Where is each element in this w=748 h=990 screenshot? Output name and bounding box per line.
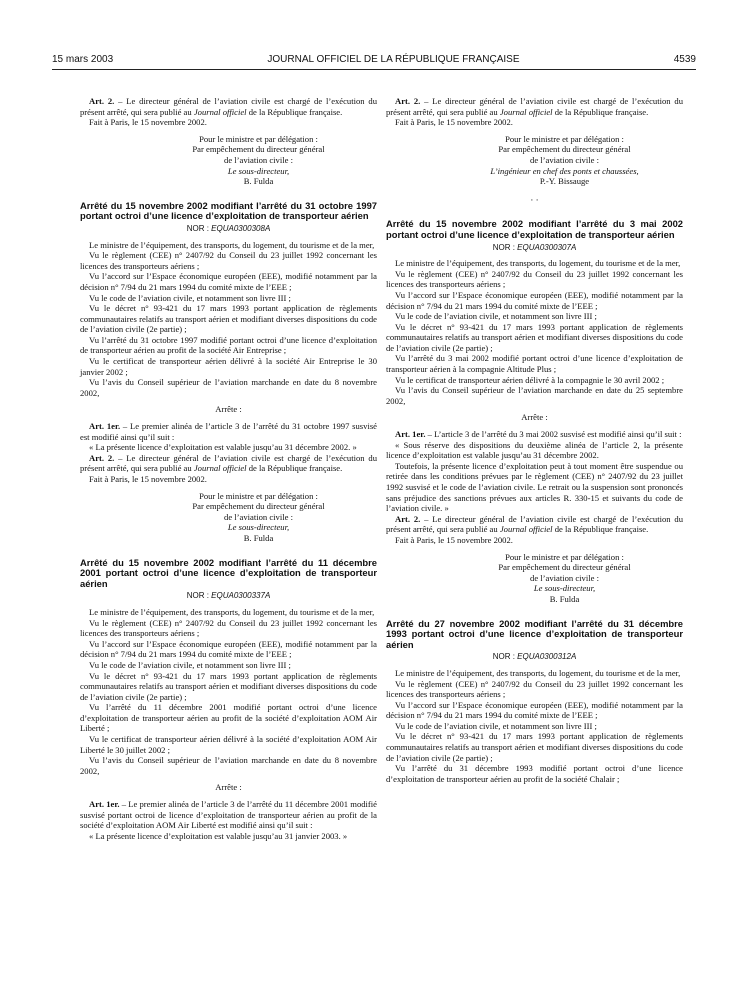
visa-line: Vu le certificat de transporteur aérien délivré à la compagnie le 30 avril 2002 ;	[395, 374, 665, 385]
visa-line: Vu le code de l’aviation civile, et notamment son livre III ;	[395, 720, 597, 731]
page-header	[52, 53, 696, 67]
arrete-heading: Arrête :	[521, 412, 548, 423]
arrete-heading: Arrête :	[215, 404, 242, 415]
article-1-paragraph: Art. 1er. – Le premier alinéa de l’article 3 de l’arrêté du 31 octobre 1997 susvisé est modifié ainsi qu’il suit :	[80, 421, 377, 442]
visa-line: Vu l’accord sur l’Espace économique européen (EEE), modifié notamment par la décision n° 7/94 du 21 mars 1994 du comité mixte de l’EEE ;	[80, 271, 377, 292]
fait-a-paris: Fait à Paris, le 15 novembre 2002.	[395, 534, 513, 545]
visa-line: Vu l’accord sur l’Espace économique européen (EEE), modifié notamment par la décision n° 7/94 du 21 mars 1994 du comité mixte de l’EEE ;	[386, 699, 683, 721]
decree-title: Arrêté du 27 novembre 2002 modifiant l’arrêté du 31 décembre 1993 portant octroi d’une licence d’exploitation de transporteur aérien	[386, 617, 683, 650]
header-date: 15 mars 2003	[52, 53, 114, 65]
article-2-paragraph: Art. 2. – Le directeur général de l’aviation civile est chargé de l’exécution du présent arrêté, qui sera publié au Journal officiel de la République française.	[80, 96, 378, 117]
header-divider	[52, 69, 696, 70]
quote-paragraph: Toutefois, la présente licence d’exploitation peut à tout moment être suspendue ou retirée dans les conditions prévues par le règlement (CEE) n° 2407/92 du 23 juillet 1992 susvisé et le code de l’aviation civile. Le retrait ou la suspension sont prononcés sans préjudice des sanctions prévues aux articles R. 330-15 et suivants du code de l’aviation civile. »	[386, 460, 683, 514]
visa-line: Vu le certificat de transporteur aérien délivré à la société d’exploitation AOM Air Liberté le 30 juillet 2002 ;	[80, 734, 377, 755]
visa-line: Vu l’avis du Conseil supérieur de l’aviation marchande en date du 25 septembre 2002,	[386, 385, 683, 406]
header-page-number: 4539	[673, 53, 696, 65]
visa-line: Vu le règlement (CEE) n° 2407/92 du Conseil du 23 juillet 1992 concernant les licences des transporteurs aériens ;	[386, 678, 683, 700]
nor-reference: NOR : EQUA0300312A	[492, 652, 577, 662]
nor-reference: NOR : EQUA0300308A	[186, 223, 271, 233]
visa-line: Vu le décret n° 93-421 du 17 mars 1993 portant application de règlements communautaires relatifs au transport aérien et modifiant diverses dispositions du code de l’aviation civile (2e partie) ;	[80, 670, 377, 702]
visa-line: Vu le décret n° 93-421 du 17 mars 1993 portant application de règlements communautaires relatifs au transport aérien et modifiant diverses dispositions du code de l’aviation civile (2e partie) ;	[80, 303, 377, 335]
right-column	[386, 96, 683, 784]
decree-title: Arrêté du 15 novembre 2002 modifiant l’arrêté du 11 décembre 2001 portant octroi d’une licence d’exploitation de transporteur aérien	[80, 556, 377, 589]
arrete-heading: Arrête :	[215, 782, 242, 793]
visa-line: Vu le certificat de transporteur aérien délivré à la société Air Entreprise le 30 janvier 2002 ;	[80, 356, 377, 377]
nor-reference: NOR : EQUA0300337A	[186, 591, 271, 601]
visa-line: Le ministre de l’équipement, des transports, du logement, du tourisme et de la mer,	[89, 239, 375, 250]
quote-paragraph: « Sous réserve des dispositions du deuxième alinéa de l’article 2, la présente licence d’exploitation est valable jusqu’au 31 décembre 2002.	[386, 439, 683, 461]
visa-line: Vu l’accord sur l’Espace économique européen (EEE), modifié notamment par la décision n° 7/94 du 21 mars 1994 du comité mixte de l’EEE ;	[80, 638, 377, 660]
visa-line: Le ministre de l’équipement, des transports, du logement, du tourisme et de la mer,	[395, 667, 681, 678]
visa-line: Vu l’arrêté du 31 octobre 1997 modifié portant octroi d’une licence d’exploitation de transporteur aérien au profit de la société Air Entreprise ;	[80, 334, 377, 356]
decree-title: Arrêté du 15 novembre 2002 modifiant l’arrêté du 31 octobre 1997 portant octroi d’une licence d’exploitation de transporteur aérien	[80, 199, 377, 222]
visa-line: Le ministre de l’équipement, des transports, du logement, du tourisme et de la mer,	[89, 606, 375, 617]
visa-line: Vu le règlement (CEE) n° 2407/92 du Conseil du 23 juillet 1992 concernant les licences des transporteurs aériens ;	[80, 250, 377, 271]
visa-line: Vu l’arrêté du 11 décembre 2001 modifié portant octroi d’une licence d’exploitation de transporteur aérien au profit de la société d’exploitation AOM Air Liberté ;	[80, 702, 377, 734]
fait-a-paris: Fait à Paris, le 15 novembre 2002.	[89, 117, 207, 128]
article-2-paragraph: Art. 2. – Le directeur général de l’aviation civile est chargé de l’exécution du présent arrêté, qui sera publié au Journal officiel de la République française.	[80, 452, 378, 474]
visa-line: Vu le règlement (CEE) n° 2407/92 du Conseil du 23 juillet 1992 concernant les licences des transporteurs aériens ;	[386, 268, 683, 290]
left-column	[80, 96, 377, 841]
visa-line: Vu le décret n° 93-421 du 17 mars 1993 portant application de règlements communautaires relatifs au transport aérien et modifiant diverses dispositions du code de l’aviation civile (2e partie) ;	[386, 731, 683, 763]
signature-block: Pour le ministre et par délégation : Par empêchement du directeur général de l’aviation civile : L’ingénieur en chef des ponts et chaussées, P.-Y. Bissauge	[490, 133, 639, 187]
visa-line: Vu le décret n° 93-421 du 17 mars 1993 portant application de règlements communautaires relatifs au transport aérien et modifiant diverses dispositions du code de l’aviation civile (2e partie) ;	[386, 321, 683, 353]
nor-reference: NOR : EQUA0300307A	[492, 242, 577, 252]
fait-a-paris: Fait à Paris, le 15 novembre 2002.	[395, 117, 513, 128]
signature-block: Pour le ministre et par délégation : Par empêchement du directeur général de l’aviation civile : Le sous-directeur, B. Fulda	[498, 551, 631, 604]
quote-paragraph: « La présente licence d’exploitation est valable jusqu’au 31 janvier 2003. »	[89, 830, 348, 841]
visa-line: Vu l’accord sur l’Espace économique européen (EEE), modifié notamment par la décision n° 7/94 du 21 mars 1994 du comité mixte de l’EEE ;	[386, 289, 683, 311]
visa-line: Vu l’avis du Conseil supérieur de l’aviation marchande en date du 8 novembre 2002,	[80, 377, 377, 398]
visa-line: Vu l’arrêté du 31 décembre 1993 modifié portant octroi d’une licence d’exploitation de transporteur aérien au profit de la société Chalair ;	[386, 763, 683, 784]
quote-paragraph: « La présente licence d’exploitation est valable jusqu’au 31 décembre 2002. »	[89, 442, 357, 453]
visa-line: Vu le règlement (CEE) n° 2407/92 du Conseil du 23 juillet 1992 concernant les licences des transporteurs aériens ;	[80, 617, 377, 639]
article-1-paragraph: Art. 1er. – Le premier alinéa de l’article 3 de l’arrêté du 11 décembre 2001 modifié susvisé portant octroi de licence d’exploitation de transporteur aérien au profit de la société d’exploitation AOM Air Liberté est modifié ainsi qu’il suit :	[80, 799, 377, 831]
visa-line: Le ministre de l’équipement, des transports, du logement, du tourisme et de la mer,	[395, 258, 681, 269]
visa-line: Vu le code de l’aviation civile, et notamment son livre III ;	[89, 659, 291, 670]
visa-line: Vu l’arrêté du 3 mai 2002 modifié portant octroi d’une licence d’exploitation de transporteur aérien à la compagnie Altitude Plus ;	[386, 353, 683, 375]
header-journal-title: JOURNAL OFFICIEL DE LA RÉPUBLIQUE FRANÇAISE	[267, 53, 520, 65]
visa-line: Vu l’avis du Conseil supérieur de l’aviation marchande en date du 8 novembre 2002,	[80, 755, 377, 776]
visa-line: Vu le code de l’aviation civile, et notamment son livre III ;	[89, 292, 291, 303]
signature-block: Pour le ministre et par délégation : Par empêchement du directeur général de l’aviation civile : Le sous-directeur, B. Fulda	[192, 490, 325, 543]
article-2-paragraph: Art. 2. – Le directeur général de l’aviation civile est chargé de l’exécution du présent arrêté, qui sera publié au Journal officiel de la République française.	[386, 513, 684, 535]
visa-line: Vu le code de l’aviation civile, et notamment son livre III ;	[395, 311, 597, 322]
fait-a-paris: Fait à Paris, le 15 novembre 2002.	[89, 474, 207, 484]
decree-title: Arrêté du 15 novembre 2002 modifiant l’arrêté du 3 mai 2002 portant octroi d’une licence d’exploitation de transporteur aérien	[386, 218, 683, 240]
article-1-paragraph: Art. 1er. – L’article 3 de l’arrêté du 3 mai 2002 susvisé est modifié ainsi qu’il suit :	[395, 429, 682, 440]
signature-block: Pour le ministre et par délégation : Par empêchement du directeur général de l’aviation civile : Le sous-directeur, B. Fulda	[192, 133, 325, 187]
section-separator: · ·	[530, 194, 539, 205]
article-2-paragraph: Art. 2. – Le directeur général de l’aviation civile est chargé de l’exécution du présent arrêté, qui sera publié au Journal officiel de la République française.	[386, 96, 684, 117]
